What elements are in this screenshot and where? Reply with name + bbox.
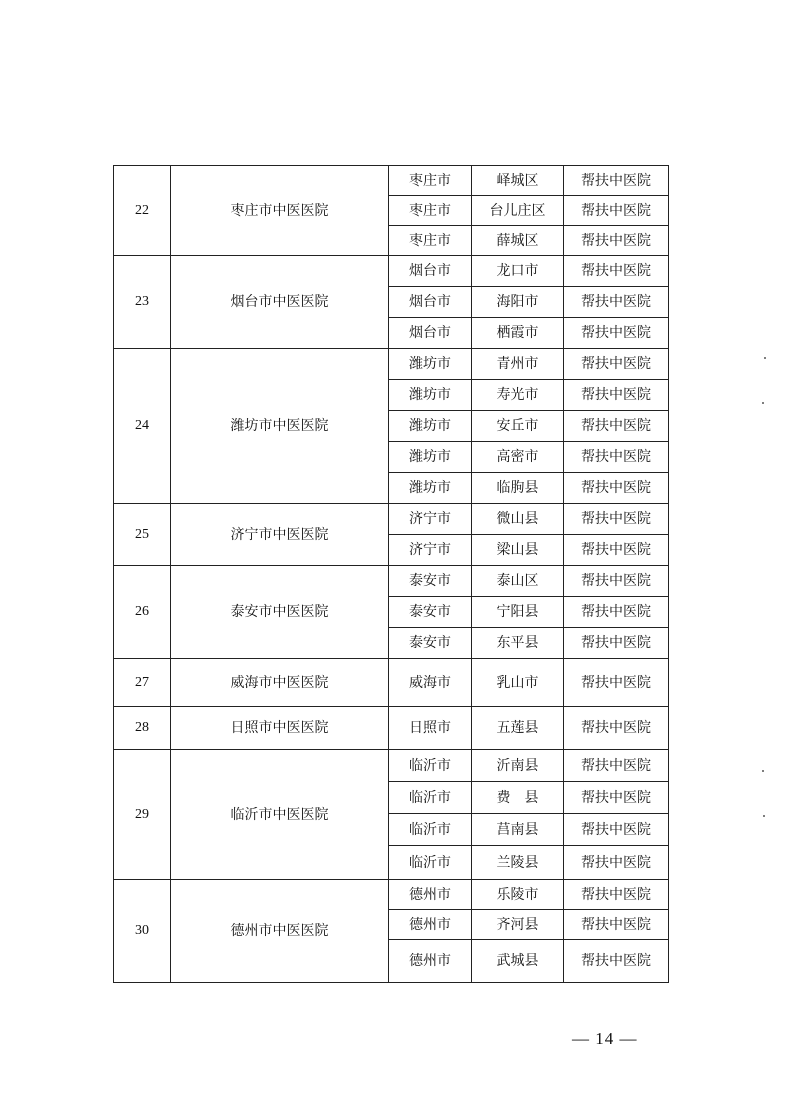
table-row [114,750,669,782]
support-type-cell: 帮扶中医院 [564,256,669,287]
city-cell: 德州市 [389,910,472,940]
county-cell: 宁阳县 [472,597,564,628]
support-type-cell: 帮扶中医院 [564,750,669,782]
county-cell: 海阳市 [472,287,564,318]
table-row [114,659,669,707]
support-type-cell: 帮扶中医院 [564,814,669,846]
support-type-cell: 帮扶中医院 [564,940,669,983]
support-type-cell: 帮扶中医院 [564,411,669,442]
county-cell: 乐陵市 [472,880,564,910]
table-row [114,880,669,910]
table-row [114,504,669,535]
page-number: — 14 — [572,1029,638,1048]
support-type-cell: 帮扶中医院 [564,318,669,349]
city-cell: 德州市 [389,940,472,983]
city-cell: 潍坊市 [389,473,472,504]
scan-speck [764,357,766,359]
county-cell: 峄城区 [472,166,564,196]
city-cell: 潍坊市 [389,380,472,411]
table-row [114,566,669,597]
city-cell: 烟台市 [389,287,472,318]
city-cell: 潍坊市 [389,442,472,473]
city-cell: 临沂市 [389,750,472,782]
county-cell: 齐河县 [472,910,564,940]
hospital-name-cell: 临沂市中医医院 [171,750,389,880]
row-number-cell: 22 [114,166,171,256]
city-cell: 烟台市 [389,256,472,287]
city-cell: 济宁市 [389,535,472,566]
county-cell: 栖霞市 [472,318,564,349]
support-type-cell: 帮扶中医院 [564,535,669,566]
city-cell: 泰安市 [389,566,472,597]
support-type-cell: 帮扶中医院 [564,226,669,256]
city-cell: 泰安市 [389,597,472,628]
city-cell: 济宁市 [389,504,472,535]
hospital-name-cell: 威海市中医医院 [171,659,389,707]
scan-speck [763,815,765,817]
table-body [114,166,669,983]
row-number-cell: 28 [114,707,171,750]
support-type-cell: 帮扶中医院 [564,846,669,880]
support-type-cell: 帮扶中医院 [564,628,669,659]
county-cell: 微山县 [472,504,564,535]
row-number-cell: 29 [114,750,171,880]
city-cell: 枣庄市 [389,226,472,256]
support-type-cell: 帮扶中医院 [564,196,669,226]
city-cell: 德州市 [389,880,472,910]
support-type-cell: 帮扶中医院 [564,910,669,940]
support-type-cell: 帮扶中医院 [564,287,669,318]
city-cell: 日照市 [389,707,472,750]
hospital-name-cell: 济宁市中医医院 [171,504,389,566]
table-row [114,256,669,287]
table-row [114,166,669,196]
county-cell: 费 县 [472,782,564,814]
support-type-cell: 帮扶中医院 [564,380,669,411]
support-type-cell: 帮扶中医院 [564,349,669,380]
city-cell: 威海市 [389,659,472,707]
support-type-cell: 帮扶中医院 [564,473,669,504]
city-cell: 潍坊市 [389,349,472,380]
support-type-cell: 帮扶中医院 [564,566,669,597]
county-cell: 临朐县 [472,473,564,504]
row-number-cell: 23 [114,256,171,349]
county-cell: 东平县 [472,628,564,659]
county-cell: 梁山县 [472,535,564,566]
support-type-cell: 帮扶中医院 [564,782,669,814]
row-number-cell: 25 [114,504,171,566]
hospital-name-cell: 枣庄市中医医院 [171,166,389,256]
support-type-cell: 帮扶中医院 [564,442,669,473]
hospital-name-cell: 日照市中医医院 [171,707,389,750]
table-row [114,707,669,750]
county-cell: 武城县 [472,940,564,983]
county-cell: 沂南县 [472,750,564,782]
hospital-name-cell: 德州市中医医院 [171,880,389,983]
city-cell: 临沂市 [389,814,472,846]
scan-speck [762,770,764,772]
row-number-cell: 30 [114,880,171,983]
county-cell: 青州市 [472,349,564,380]
scan-speck [762,402,764,404]
row-number-cell: 27 [114,659,171,707]
city-cell: 临沂市 [389,782,472,814]
county-cell: 寿光市 [472,380,564,411]
county-cell: 安丘市 [472,411,564,442]
county-cell: 泰山区 [472,566,564,597]
county-cell: 高密市 [472,442,564,473]
support-type-cell: 帮扶中医院 [564,597,669,628]
city-cell: 烟台市 [389,318,472,349]
county-cell: 莒南县 [472,814,564,846]
hospital-name-cell: 潍坊市中医医院 [171,349,389,504]
county-cell: 台儿庄区 [472,196,564,226]
hospital-name-cell: 烟台市中医医院 [171,256,389,349]
row-number-cell: 26 [114,566,171,659]
hospital-name-cell: 泰安市中医医院 [171,566,389,659]
support-type-cell: 帮扶中医院 [564,659,669,707]
county-cell: 薛城区 [472,226,564,256]
support-type-cell: 帮扶中医院 [564,166,669,196]
support-type-cell: 帮扶中医院 [564,880,669,910]
county-cell: 龙口市 [472,256,564,287]
city-cell: 枣庄市 [389,166,472,196]
county-cell: 乳山市 [472,659,564,707]
support-type-cell: 帮扶中医院 [564,707,669,750]
county-cell: 兰陵县 [472,846,564,880]
city-cell: 潍坊市 [389,411,472,442]
table-row [114,349,669,380]
county-cell: 五莲县 [472,707,564,750]
support-type-cell: 帮扶中医院 [564,504,669,535]
city-cell: 枣庄市 [389,196,472,226]
city-cell: 泰安市 [389,628,472,659]
row-number-cell: 24 [114,349,171,504]
city-cell: 临沂市 [389,846,472,880]
hospital-assignment-table [113,165,669,983]
